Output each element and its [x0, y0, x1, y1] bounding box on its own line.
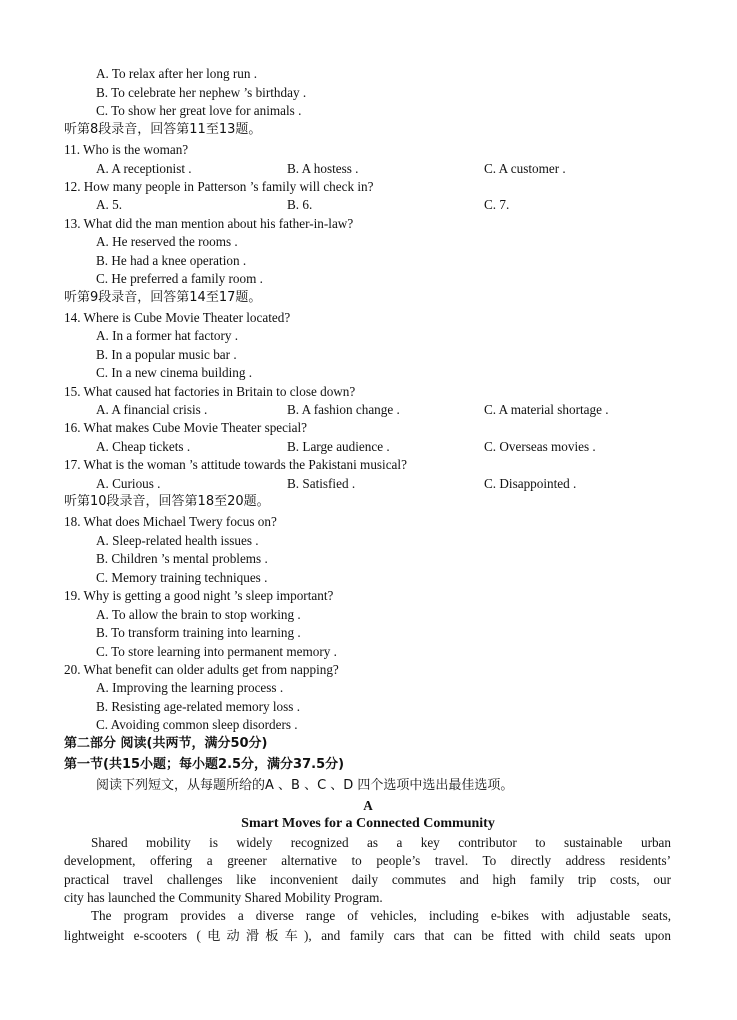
q18-option-c: C. Memory training techniques . — [96, 570, 268, 585]
q20-option-c: C. Avoiding common sleep disorders . — [96, 717, 298, 732]
q13-option-a: A. He reserved the rooms . — [96, 234, 238, 249]
q17-option-c: C. Disappointed . — [484, 476, 577, 491]
reading-instruction: 阅读下列短文，从每题所给的A 、B 、C 、D 四个选项中选出最佳选项。 — [96, 778, 514, 793]
q19-option-a: A. To allow the brain to stop working . — [96, 607, 301, 622]
q11-stem: 11. Who is the woman? — [64, 142, 189, 157]
q19-stem: 19. Why is getting a good night ’s sleep important? — [64, 588, 334, 603]
q10-option-a: A. To relax after her long run . — [96, 66, 258, 81]
q19-option-b: B. To transform training into learning . — [96, 625, 301, 640]
q20-option-b: B. Resisting age-related memory loss . — [96, 699, 301, 714]
passage-p1-line2: development, offering a greener alternative to people’s travel. To directly address residents’ — [64, 853, 671, 868]
q11-option-b: B. A hostess . — [287, 161, 359, 176]
q14-option-a: A. In a former hat factory . — [96, 328, 239, 343]
q12-option-a: A. 5. — [96, 197, 123, 212]
passage-p1-line1: Shared mobility is widely recognized as a key contributor to sustainable urban — [91, 835, 671, 850]
passage-p2-line2: lightweight e-scooters (电动滑板车), and family cars that can be fitted with child seats upon — [64, 928, 671, 943]
q12-options — [0, 196, 737, 214]
q14-stem: 14. Where is Cube Movie Theater located? — [64, 310, 291, 325]
q14-option-c: C. In a new cinema building . — [96, 365, 253, 380]
section9-header: 听第9段录音，回答第14至17题。 — [64, 290, 262, 305]
q12-option-b: B. 6. — [287, 197, 313, 212]
q19-option-c: C. To store learning into permanent memory . — [96, 644, 337, 659]
q13-option-c: C. He preferred a family room . — [96, 271, 263, 286]
passage-p1-line4: city has launched the Community Shared Mobility Program. — [64, 890, 383, 905]
q20-stem: 20. What benefit can older adults get from napping? — [64, 662, 339, 677]
q14-option-b: B. In a popular music bar . — [96, 347, 237, 362]
q20-option-a: A. Improving the learning process . — [96, 680, 284, 695]
passage-p1-line3: practical travel challenges like inconvenient daily commutes and high family trip costs, our — [64, 872, 671, 887]
passage-title: Smart Moves for a Connected Community — [241, 816, 495, 831]
q18-option-a: A. Sleep-related health issues . — [96, 533, 259, 548]
q11-option-a: A. A receptionist . — [96, 161, 192, 176]
passage-letter: A — [363, 798, 373, 813]
part2-title: 第二部分 阅读(共两节，满分50分) — [64, 736, 268, 751]
q17-options — [0, 475, 737, 493]
q16-option-c: C. Overseas movies . — [484, 439, 596, 454]
q17-option-a: A. Curious . — [96, 476, 161, 491]
section10-header: 听第10段录音，回答第18至20题。 — [64, 494, 270, 509]
q12-stem: 12. How many people in Patterson ’s family will check in? — [64, 179, 374, 194]
q11-options — [0, 160, 737, 178]
q13-option-b: B. He had a knee operation . — [96, 253, 247, 268]
section8-header: 听第8段录音，回答第11至13题。 — [64, 122, 262, 137]
q16-option-b: B. Large audience . — [287, 439, 390, 454]
q11-option-c: C. A customer . — [484, 161, 566, 176]
q15-options — [0, 401, 737, 419]
q16-stem: 16. What makes Cube Movie Theater special? — [64, 420, 308, 435]
q16-options — [0, 438, 737, 456]
q15-option-c: C. A material shortage . — [484, 402, 609, 417]
q13-stem: 13. What did the man mention about his father-in-law? — [64, 216, 354, 231]
q15-option-a: A. A financial crisis . — [96, 402, 208, 417]
q17-option-b: B. Satisfied . — [287, 476, 356, 491]
q16-option-a: A. Cheap tickets . — [96, 439, 191, 454]
q15-stem: 15. What caused hat factories in Britain to close down? — [64, 384, 356, 399]
part2-section1-title: 第一节(共15小题；每小题2.5分，满分37.5分) — [64, 757, 345, 772]
q10-option-c: C. To show her great love for animals . — [96, 103, 302, 118]
q18-option-b: B. Children ’s mental problems . — [96, 551, 268, 566]
passage-p2-line1: The program provides a diverse range of vehicles, including e-bikes with adjustable seats, — [91, 908, 671, 923]
q18-stem: 18. What does Michael Twery focus on? — [64, 514, 277, 529]
q17-stem: 17. What is the woman ’s attitude towards the Pakistani musical? — [64, 457, 407, 472]
q12-option-c: C. 7. — [484, 197, 510, 212]
q15-option-b: B. A fashion change . — [287, 402, 400, 417]
q10-option-b: B. To celebrate her nephew ’s birthday . — [96, 85, 307, 100]
